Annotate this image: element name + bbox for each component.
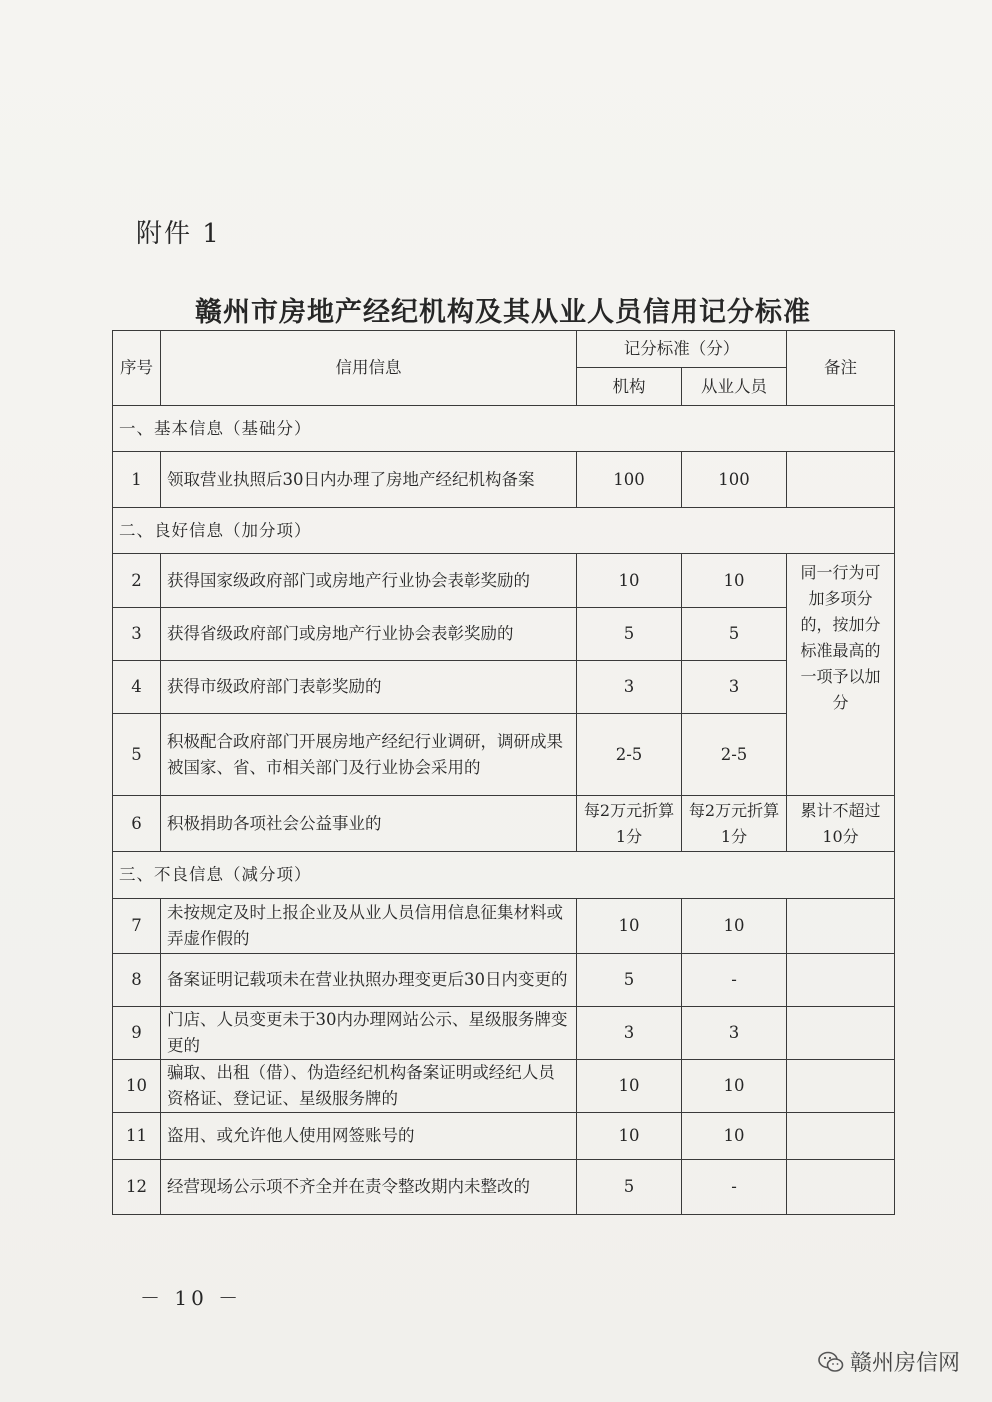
row-staff: - <box>682 954 787 1007</box>
table-row <box>113 661 895 714</box>
row-org: 10 <box>577 554 682 608</box>
row-staff: 每2万元折算1分 <box>682 796 787 852</box>
row-org: 5 <box>577 954 682 1007</box>
row-staff: 10 <box>682 1060 787 1113</box>
attachment-label: 附件 1 <box>136 219 221 249</box>
row-info: 经营现场公示项不齐全并在责令整改期内未整改的 <box>161 1160 577 1215</box>
row-org: 5 <box>577 1160 682 1215</box>
row-remark <box>787 1160 895 1215</box>
row-staff: 10 <box>682 1113 787 1160</box>
row-org: 5 <box>577 608 682 661</box>
row-remark <box>787 452 895 508</box>
row-staff: 3 <box>682 661 787 714</box>
row-no: 11 <box>113 1113 161 1160</box>
watermark <box>818 1346 960 1377</box>
row-org: 2-5 <box>577 714 682 796</box>
table-row <box>113 1113 895 1160</box>
wechat-icon <box>818 1351 844 1373</box>
row-org: 10 <box>577 1060 682 1113</box>
table-row <box>113 1007 895 1060</box>
table-row <box>113 899 895 954</box>
row-info: 积极配合政府部门开展房地产经纪行业调研，调研成果被国家、省、市相关部门及行业协会采用的 <box>161 714 577 796</box>
row-remark <box>787 954 895 1007</box>
row-remark <box>787 899 895 954</box>
row-staff: 2-5 <box>682 714 787 796</box>
section-title: 二、良好信息（加分项） <box>113 508 895 554</box>
row-org: 10 <box>577 899 682 954</box>
table-row <box>113 554 895 608</box>
row-no: 12 <box>113 1160 161 1215</box>
row-remark <box>787 1060 895 1113</box>
section-row <box>113 508 895 554</box>
table-row <box>113 452 895 508</box>
row-no: 4 <box>113 661 161 714</box>
header-org: 机构 <box>577 368 682 406</box>
table-row <box>113 954 895 1007</box>
row-org: 3 <box>577 661 682 714</box>
row-staff: - <box>682 1160 787 1215</box>
row-info: 未按规定及时上报企业及从业人员信用信息征集材料或弄虚作假的 <box>161 899 577 954</box>
table-row <box>113 1060 895 1113</box>
row-no: 2 <box>113 554 161 608</box>
row-remark <box>787 1007 895 1060</box>
section-title: 一、基本信息（基础分） <box>113 406 895 452</box>
row-info: 获得国家级政府部门或房地产行业协会表彰奖励的 <box>161 554 577 608</box>
section-row <box>113 852 895 899</box>
row-no: 9 <box>113 1007 161 1060</box>
table-row <box>113 796 895 852</box>
section-row <box>113 406 895 452</box>
table-header-row <box>113 331 895 368</box>
credit-score-table <box>112 330 895 1215</box>
row-staff: 5 <box>682 608 787 661</box>
row-staff: 3 <box>682 1007 787 1060</box>
table-row <box>113 608 895 661</box>
row-staff: 10 <box>682 554 787 608</box>
page-number: － 10 － <box>140 1286 243 1310</box>
row-org: 3 <box>577 1007 682 1060</box>
row-info: 备案证明记载项未在营业执照办理变更后30日内变更的 <box>161 954 577 1007</box>
row-no: 10 <box>113 1060 161 1113</box>
row-remark: 累计不超过10分 <box>787 796 895 852</box>
row-no: 3 <box>113 608 161 661</box>
row-no: 8 <box>113 954 161 1007</box>
header-seq: 序号 <box>113 331 161 406</box>
row-org: 10 <box>577 1113 682 1160</box>
row-info: 盗用、或允许他人使用网签账号的 <box>161 1113 577 1160</box>
header-info: 信用信息 <box>161 331 577 406</box>
row-no: 5 <box>113 714 161 796</box>
row-remark <box>787 1113 895 1160</box>
row-info: 获得省级政府部门或房地产行业协会表彰奖励的 <box>161 608 577 661</box>
header-score-group: 记分标准（分） <box>577 331 787 368</box>
row-staff: 100 <box>682 452 787 508</box>
row-info: 门店、人员变更未于30内办理网站公示、星级服务牌变更的 <box>161 1007 577 1060</box>
row-info: 骗取、出租（借）、伪造经纪机构备案证明或经纪人员资格证、登记证、星级服务牌的 <box>161 1060 577 1113</box>
row-info: 领取营业执照后30日内办理了房地产经纪机构备案 <box>161 452 577 508</box>
row-no: 6 <box>113 796 161 852</box>
row-org: 100 <box>577 452 682 508</box>
row-no: 7 <box>113 899 161 954</box>
merged-remark: 同一行为可加多项分的，按加分标准最高的一项予以加分 <box>787 554 895 796</box>
row-staff: 10 <box>682 899 787 954</box>
header-remark: 备注 <box>787 331 895 406</box>
row-info: 获得市级政府部门表彰奖励的 <box>161 661 577 714</box>
row-info: 积极捐助各项社会公益事业的 <box>161 796 577 852</box>
table-row <box>113 1160 895 1215</box>
watermark-text: 赣州房信网 <box>850 1351 961 1376</box>
row-no: 1 <box>113 452 161 508</box>
section-title: 三、不良信息（减分项） <box>113 852 895 899</box>
row-org: 每2万元折算1分 <box>577 796 682 852</box>
document-title: 赣州市房地产经纪机构及其从业人员信用记分标准 <box>195 297 811 328</box>
header-staff: 从业人员 <box>682 368 787 406</box>
table-row <box>113 714 895 796</box>
